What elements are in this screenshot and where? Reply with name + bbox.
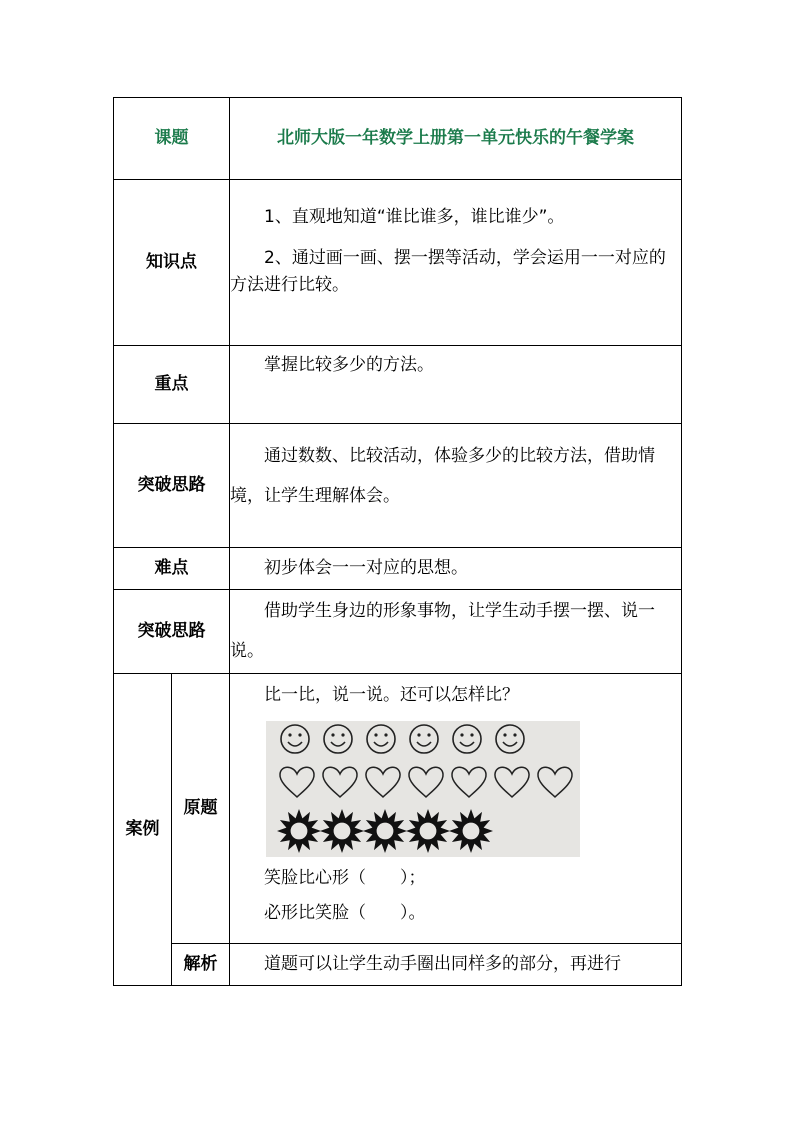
approach-content-1 xyxy=(230,424,682,548)
approach-label-1: 突破思路 xyxy=(114,424,230,548)
knowledge-label: 知识点 xyxy=(114,180,230,346)
difficulty-content xyxy=(230,548,682,590)
smiley-face-icon xyxy=(324,725,352,753)
comparison-illustration-svg xyxy=(266,721,580,857)
title-label: 课题 xyxy=(114,98,230,180)
heart-icon xyxy=(538,767,572,797)
difficulty-row xyxy=(114,548,682,590)
key-point-row xyxy=(114,346,682,424)
heart-icon xyxy=(452,767,486,797)
sun-icon xyxy=(277,809,321,853)
smiley-face-icon xyxy=(410,725,438,753)
key-point-text: 掌握比较多少的方法。 xyxy=(264,355,434,375)
case-label: 案例 xyxy=(114,674,172,986)
difficulty-label: 难点 xyxy=(114,548,230,590)
approach-label-2: 突破思路 xyxy=(114,590,230,674)
lesson-title: 北师大版一年数学上册第一单元快乐的午餐学案 xyxy=(230,98,682,180)
knowledge-item-1: 1、直观地知道“谁比谁多，谁比谁少”。 xyxy=(264,206,565,227)
heart-icon xyxy=(323,767,357,797)
case-original-row xyxy=(114,674,682,944)
approach-text-1: 通过数数、比较活动，体验多少的比较方法，借助情境，让学生理解体会。 xyxy=(230,446,655,506)
case-analysis-row xyxy=(114,944,682,986)
original-content xyxy=(230,674,682,944)
heart-icon xyxy=(495,767,529,797)
smiley-face-icon xyxy=(496,725,524,753)
analysis-text: 道题可以让学生动手圈出同样多的部分，再进行 xyxy=(264,953,621,974)
approach-text-2: 借助学生身边的形象事物，让学生动手摆一摆、说一说。 xyxy=(230,601,655,661)
heart-icon xyxy=(366,767,400,797)
sun-icon xyxy=(449,809,493,853)
smiley-face-icon xyxy=(453,725,481,753)
approach-row-1 xyxy=(114,424,682,548)
lesson-plan-table xyxy=(113,97,682,986)
question-2: 必形比笑脸（ ）。 xyxy=(264,903,426,924)
heart-icon xyxy=(409,767,443,797)
knowledge-row xyxy=(114,180,682,346)
difficulty-text: 初步体会一一对应的思想。 xyxy=(264,557,468,578)
approach-row-2 xyxy=(114,590,682,674)
smiley-face-icon xyxy=(367,725,395,753)
heart-icon xyxy=(280,767,314,797)
sun-icon xyxy=(320,809,364,853)
comparison-illustration xyxy=(266,721,580,857)
knowledge-item-2: 2、通过画一画、摆一摆等活动，学会运用一一对应的方法进行比较。 xyxy=(230,247,666,296)
smiley-face-icon xyxy=(281,725,309,753)
analysis-content xyxy=(230,944,682,986)
key-point-content xyxy=(230,346,682,424)
knowledge-content xyxy=(230,180,682,346)
analysis-label: 解析 xyxy=(172,944,230,986)
approach-content-2 xyxy=(230,590,682,674)
original-label: 原题 xyxy=(172,674,230,944)
sun-icon xyxy=(406,809,450,853)
question-1: 笑脸比心形（ ）； xyxy=(264,868,426,889)
sun-icon xyxy=(363,809,407,853)
key-point-label: 重点 xyxy=(114,346,230,424)
title-row xyxy=(114,98,682,180)
original-prompt: 比一比，说一说。还可以怎样比？ xyxy=(264,685,519,705)
